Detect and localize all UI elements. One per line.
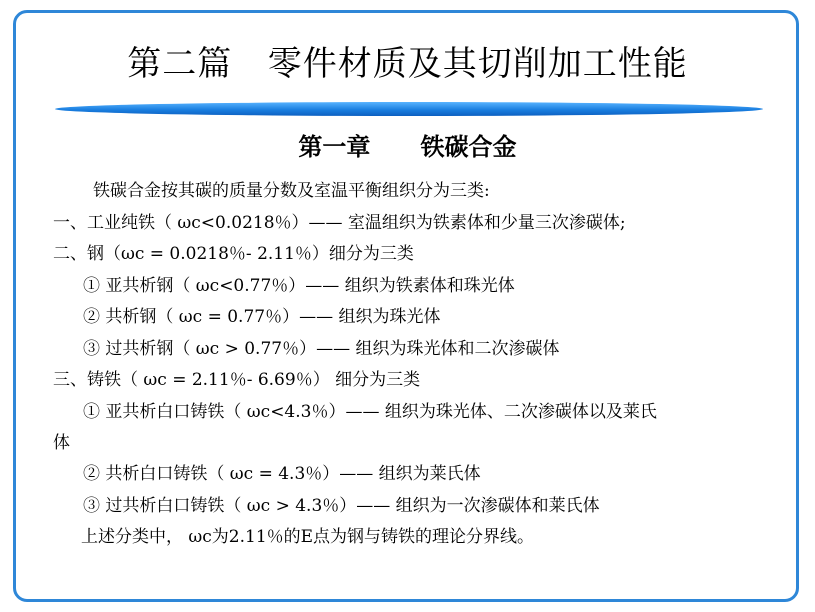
chapter-title: 第一章 铁碳合金 (298, 132, 517, 161)
slide-title: 第二篇 零件材质及其切削加工性能 (127, 44, 688, 84)
cast-iron-hypoeutectic-wrap: 体 (53, 433, 70, 453)
body-text (53, 176, 765, 554)
category-steel: 二、钢（ωc = 0.0218％- 2.11％）细分为三类 (53, 244, 414, 264)
cast-iron-hypoeutectic: ① 亚共析白口铸铁（ ωc<4.3％）—— 组织为珠光体、二次渗碳体以及莱氏 (83, 401, 657, 422)
title-underline-bar (55, 102, 763, 116)
steel-eutectoid: ② 共析钢（ ωc = 0.77％）—— 组织为珠光体 (83, 307, 441, 327)
category-cast-iron: 三、铸铁（ ωc = 2.11％- 6.69％） 细分为三类 (53, 370, 421, 390)
summary-line: 上述分类中， ωc为2.11％的E点为钢与铸铁的理论分界线。 (81, 527, 535, 547)
steel-hypereutectoid: ③ 过共析钢（ ωc > 0.77％）—— 组织为珠光体和二次渗碳体 (83, 338, 560, 359)
category-pure-iron: 一、工业纯铁（ ωc<0.0218％）—— 室温组织为铁素体和少量三次渗碳体; (53, 212, 626, 233)
intro-line: 铁碳合金按其碳的质量分数及室温平衡组织分为三类: (93, 181, 490, 201)
steel-hypoeutectoid: ① 亚共析钢（ ωc<0.77％）—— 组织为铁素体和珠光体 (83, 275, 515, 296)
cast-iron-hypereutectic: ③ 过共析白口铸铁（ ωc > 4.3％）—— 组织为一次渗碳体和莱氏体 (83, 495, 600, 516)
cast-iron-eutectic: ② 共析白口铸铁（ ωc = 4.3％）—— 组织为莱氏体 (83, 464, 481, 484)
